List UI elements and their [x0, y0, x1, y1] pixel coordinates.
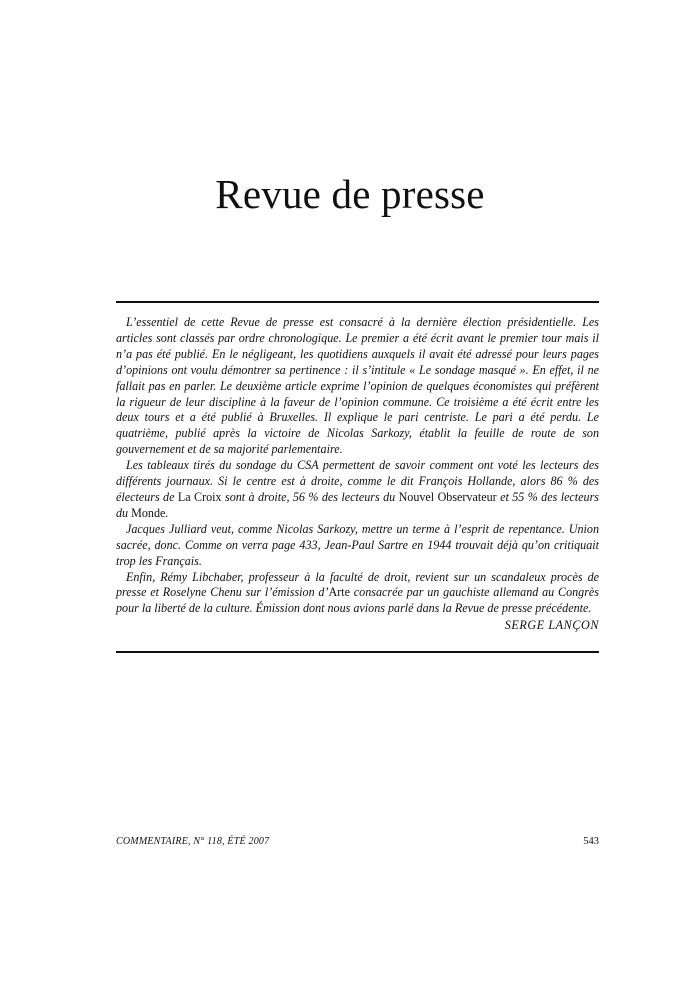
footer-journal-info: COMMENTAIRE, N° 118, ÉTÉ 2007 — [116, 836, 270, 847]
channel-name-arte: Arte — [328, 585, 350, 600]
newspaper-name-nouvel-observateur: Nouvel Observateur — [398, 489, 497, 504]
top-rule — [116, 301, 599, 303]
editorial-abstract — [116, 315, 599, 634]
bottom-rule — [116, 651, 599, 653]
abstract-paragraph-2-text: Les tableaux tirés du sondage du CSA permettent de savoir comment ont voté les lecteurs des différents journaux. Si le centre est à droite, comme le dit François Hollande, alors 86 % des électeurs de — [116, 458, 599, 504]
newspaper-name-monde: Monde — [131, 505, 166, 520]
abstract-paragraph-1: L’essentiel de cette Revue de presse est consacré à la dernière élection présidentielle. Les articles sont classés par ordre chronologique. Le premier a été écrit avant le premier tour mais il n’a pas été publié. En le négligeant, les quotidiens auxquels il avait été adressé pour leurs pages d’opinions ont voulu démontrer sa pertinence : il s’intitule « Le sondage masqué ». En effet, il ne fallait pas en parler. Le deuxième article exprime l’opinion de quelques économistes qui préfèrent la rigueur de leur discipline à la faveur de l’opinion commune. Ce troisième a été écrit entre les deux tours et a été publié à Bruxelles. Il explique le pari centriste. Le pari a été perdu. Le quatrième, publié après la victoire de Nicolas Sarkozy, établit la feuille de route de son gouvernement et de sa majorité parlementaire. — [116, 315, 599, 457]
abstract-paragraph-2-text: et 55 % des lecteurs du — [116, 489, 599, 520]
page-title: Revue de presse — [215, 171, 485, 217]
abstract-paragraph-3: Jacques Julliard veut, comme Nicolas Sarkozy, mettre un terme à l’esprit de repentance. Union sacrée, donc. Comme on verra page 433, Jean-Paul Sartre en 1944 trouvait déjà qu’on critiquait trop les Français. — [116, 521, 599, 568]
author-signature: SERGE LANÇON — [504, 618, 599, 633]
abstract-paragraph-2-text: . — [165, 505, 169, 520]
abstract-paragraph-2-text: sont à droite, 56 % des lecteurs du — [221, 489, 399, 504]
abstract-paragraph-2 — [116, 458, 599, 522]
footer-page-number: 543 — [583, 836, 599, 847]
abstract-paragraph-4-text: Enfin, Rémy Libchaber, professeur à la faculté de droit, revient sur un scandaleux procès de presse et Roselyne Chenu sur l’émission d’ — [116, 569, 599, 600]
newspaper-name-la-croix: La Croix — [177, 489, 222, 504]
abstract-paragraph-4-text: consacrée par un gauchiste allemand au Congrès pour la liberté de la culture. Émission dont nous avions parlé dans la Revue de presse précédente. — [116, 585, 599, 616]
abstract-paragraph-4 — [116, 570, 599, 618]
